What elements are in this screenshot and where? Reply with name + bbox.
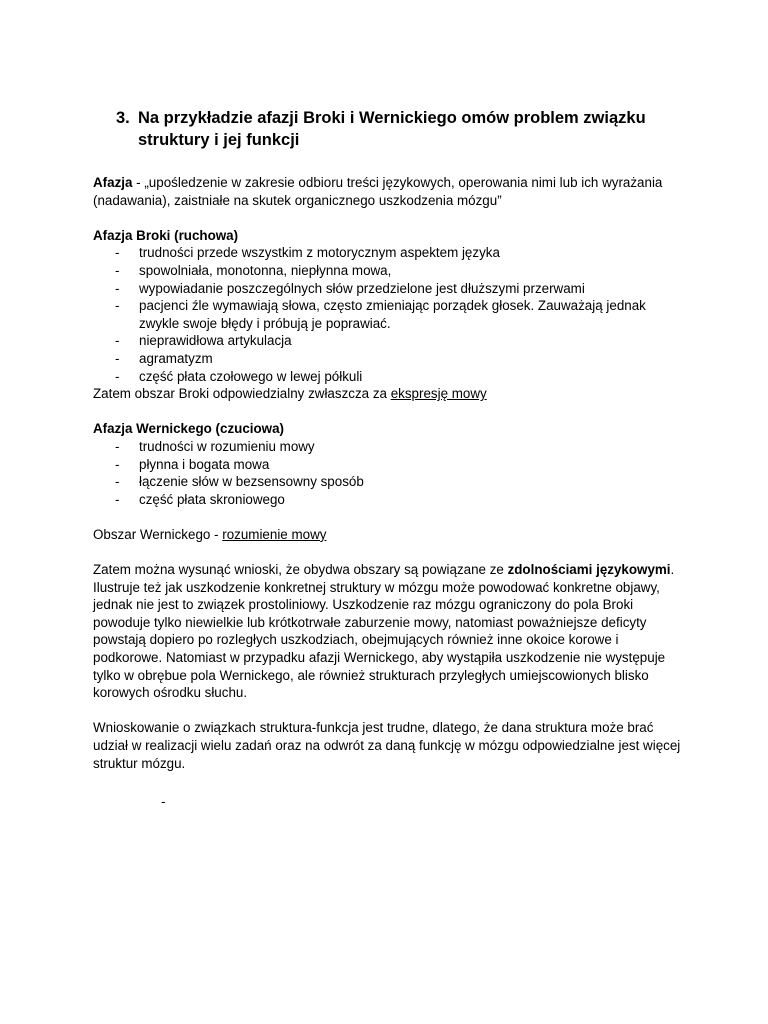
list-item [93, 350, 683, 368]
list-item [93, 280, 683, 298]
list-dash: - [115, 245, 120, 261]
trailing-dash: - [161, 794, 166, 809]
list-item [93, 244, 683, 262]
list-dash: - [115, 456, 120, 472]
page-title [116, 107, 676, 151]
wernicke-summary-underlined: rozumienie mowy [222, 526, 327, 542]
list-item-text: część płata czołowego w lewej półkuli [139, 368, 363, 384]
heading-number: 3. [116, 109, 130, 127]
document-body [93, 174, 683, 772]
broca-summary-underlined: ekspresję mowy [390, 386, 487, 402]
list-item [93, 368, 683, 386]
list-item-text: trudności przede wszystkim z motorycznym aspektem języka [139, 245, 500, 261]
list-dash: - [115, 474, 120, 490]
list-item [93, 438, 683, 456]
broca-summary [93, 385, 683, 403]
list-item [93, 491, 683, 509]
wernicke-heading-text: Afazja Wernickego (czuciowa) [93, 421, 284, 437]
list-item-text: agramatyzm [139, 350, 213, 366]
list-item-text: wypowiadanie poszczególnych słów przedzielone jest dłuższymi przerwami [139, 280, 585, 296]
list-item [93, 332, 683, 350]
broca-heading [93, 227, 683, 245]
wernicke-summary [93, 526, 683, 544]
wernicke-heading [93, 420, 683, 438]
definition-text: - „upośledzenie w zakresie odbioru treści językowych, operowania nimi lub ich wyrażania (nadawania), zaistniałe na skutek organicznego uszkodzenia mózgu” [93, 175, 663, 208]
broca-symptom-list [93, 244, 683, 385]
list-dash: - [115, 298, 120, 314]
list-item-text: łączenie słów w bezsensowny sposób [139, 474, 364, 490]
list-dash: - [115, 491, 120, 507]
list-item-text: trudności w rozumieniu mowy [139, 438, 315, 454]
list-item [93, 456, 683, 474]
heading-text: Na przykładzie afazji Broki i Wernickiego omów problem związku struktury i jej funkcji [138, 109, 646, 149]
definition-term: Afazja [93, 175, 133, 190]
broca-summary-text: Zatem obszar Broki odpowiedzialny zwłaszcza za [93, 386, 391, 402]
list-item-text: pacjenci źle wymawiają słowa, często zmieniając porządek głosek. Zauważają jednak zwykle swoje błędy i próbują je poprawiać. [139, 298, 646, 331]
list-item-text: część płata skroniowego [139, 491, 285, 507]
list-dash: - [115, 262, 120, 278]
wernicke-summary-text: Obszar Wernickego - [93, 526, 223, 542]
list-dash: - [115, 438, 120, 454]
list-dash: - [115, 280, 120, 296]
list-dash: - [115, 333, 120, 349]
list-dash: - [115, 368, 120, 384]
definition-paragraph [93, 174, 683, 209]
list-dash: - [115, 350, 120, 366]
conclusion-bold-term: zdolnościami językowymi [507, 562, 671, 578]
conclusion-text-end: . Ilustruje też jak uszkodzenie konkretnej struktury w mózgu może powodować konkretne objawy, jednak nie jest to związek prostoliniowy. Uszkodzenie raz mózgu ograniczony do pola Broki powoduje tylko niewielkie lub krótkotrwałe zaburzenie mowy, natomiast poważniejsze deficyty powstają dopiero po rozległych uszkodziach, obejmujących również inne okoice korowe i podkorowe. Natomiast w przypadku afazji Wernickego, aby wystąpiła uszkodzenie nie występuje tylko w obrębue pola Wernickego, ale również strukturach przyległych umiejscowionych blisko korowych ośrodku słuchu. [93, 562, 675, 701]
list-item-text: płynna i bogata mowa [139, 456, 270, 472]
list-item [93, 297, 683, 332]
broca-heading-text: Afazja Broki (ruchowa) [93, 227, 239, 243]
list-item [93, 262, 683, 280]
list-item [93, 473, 683, 491]
conclusion-text-start: Zatem można wysunąć wnioski, że obydwa obszary są powiązane ze [93, 562, 508, 578]
list-item-text: nieprawidłowa artykulacja [139, 333, 292, 349]
inference-paragraph: Wnioskowanie o związkach struktura-funkcja jest trudne, dlatego, że dana struktura może brać udział w realizacji wielu zadań oraz na odwrót za daną funkcję w mózgu odpowiedzialne jest więcej struktur mózgu. [93, 720, 681, 771]
conclusion-paragraph [93, 561, 683, 702]
list-item-text: spowolniała, monotonna, niepłynna mowa, [139, 262, 392, 278]
wernicke-symptom-list [93, 438, 683, 508]
